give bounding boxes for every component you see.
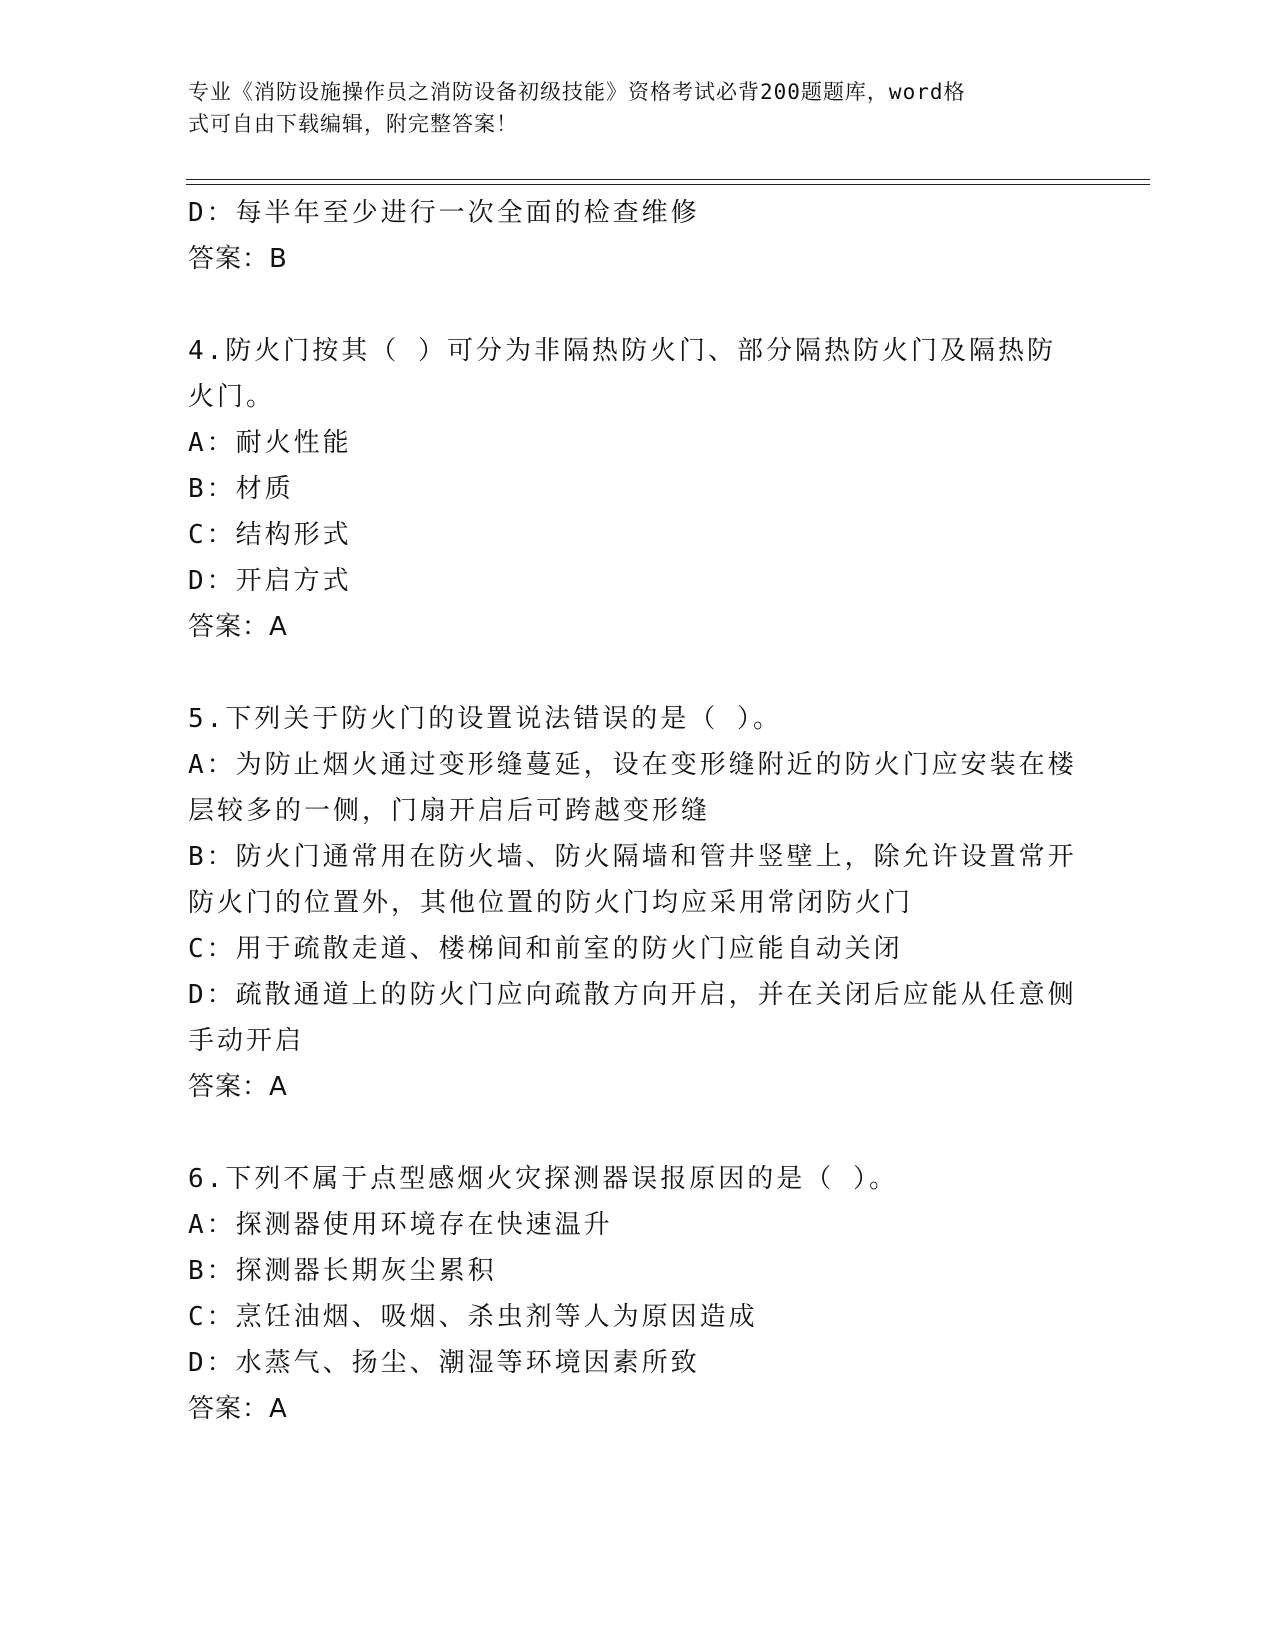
question-4-option-a: A：耐火性能	[188, 428, 352, 458]
question-4-stem-line-2: 火门。	[188, 382, 276, 412]
question-5-stem: 5.下列关于防火门的设置说法错误的是（ ）。	[188, 704, 782, 734]
question-5-option-b-line-1: B：防火门通常用在防火墙、防火隔墙和管井竖壁上，除允许设置常开	[188, 842, 1077, 872]
question-5-option-d-line-2: 手动开启	[188, 1026, 305, 1056]
question-4-stem-line-1: 4.防火门按其（ ）可分为非隔热防火门、部分隔热防火门及隔热防	[188, 336, 1056, 366]
question-content	[188, 190, 1088, 1432]
page-header	[188, 76, 1068, 140]
question-4-option-c: C：结构形式	[188, 520, 352, 550]
question-4	[188, 328, 1088, 650]
question-6-option-c: C：烹饪油烟、吸烟、杀虫剂等人为原因造成	[188, 1302, 758, 1332]
header-line-1: 专业《消防设施操作员之消防设备初级技能》资格考试必背200题题库，word格	[188, 80, 966, 104]
question-6-option-b: B：探测器长期灰尘累积	[188, 1256, 497, 1286]
spacer	[188, 1110, 1088, 1156]
spacer	[188, 282, 1088, 328]
question-6-option-a: A：探测器使用环境存在快速温升	[188, 1210, 613, 1240]
question-4-answer: 答案：A	[188, 612, 288, 642]
question-6-option-d: D：水蒸气、扬尘、潮湿等环境因素所致	[188, 1348, 700, 1378]
question-5-option-a-line-1: A：为防止烟火通过变形缝蔓延，设在变形缝附近的防火门应安装在楼	[188, 750, 1077, 780]
question-5-answer: 答案：A	[188, 1072, 288, 1102]
carryover-answer: 答案：B	[188, 244, 288, 274]
header-line-2: 式可自由下载编辑，附完整答案！	[188, 112, 518, 136]
header-divider-top	[186, 179, 1150, 180]
question-5	[188, 696, 1088, 1110]
question-5-option-d-line-1: D：疏散通道上的防火门应向疏散方向开启，并在关闭后应能从任意侧	[188, 980, 1077, 1010]
question-6-stem: 6.下列不属于点型感烟火灾探测器误报原因的是（ ）。	[188, 1164, 898, 1194]
question-5-option-a-line-2: 层较多的一侧，门扇开启后可跨越变形缝	[188, 796, 711, 826]
question-5-option-b-line-2: 防火门的位置外，其他位置的防火门均应采用常闭防火门	[188, 888, 914, 918]
question-4-option-d: D：开启方式	[188, 566, 352, 596]
carryover-block	[188, 190, 1088, 282]
question-4-option-b: B：材质	[188, 474, 294, 504]
header-divider-bottom	[186, 184, 1150, 185]
question-6-answer: 答案：A	[188, 1394, 288, 1424]
question-6	[188, 1156, 1088, 1432]
carryover-option-d: D：每半年至少进行一次全面的检查维修	[188, 198, 700, 228]
spacer	[188, 650, 1088, 696]
question-5-option-c: C：用于疏散走道、楼梯间和前室的防火门应能自动关闭	[188, 934, 903, 964]
